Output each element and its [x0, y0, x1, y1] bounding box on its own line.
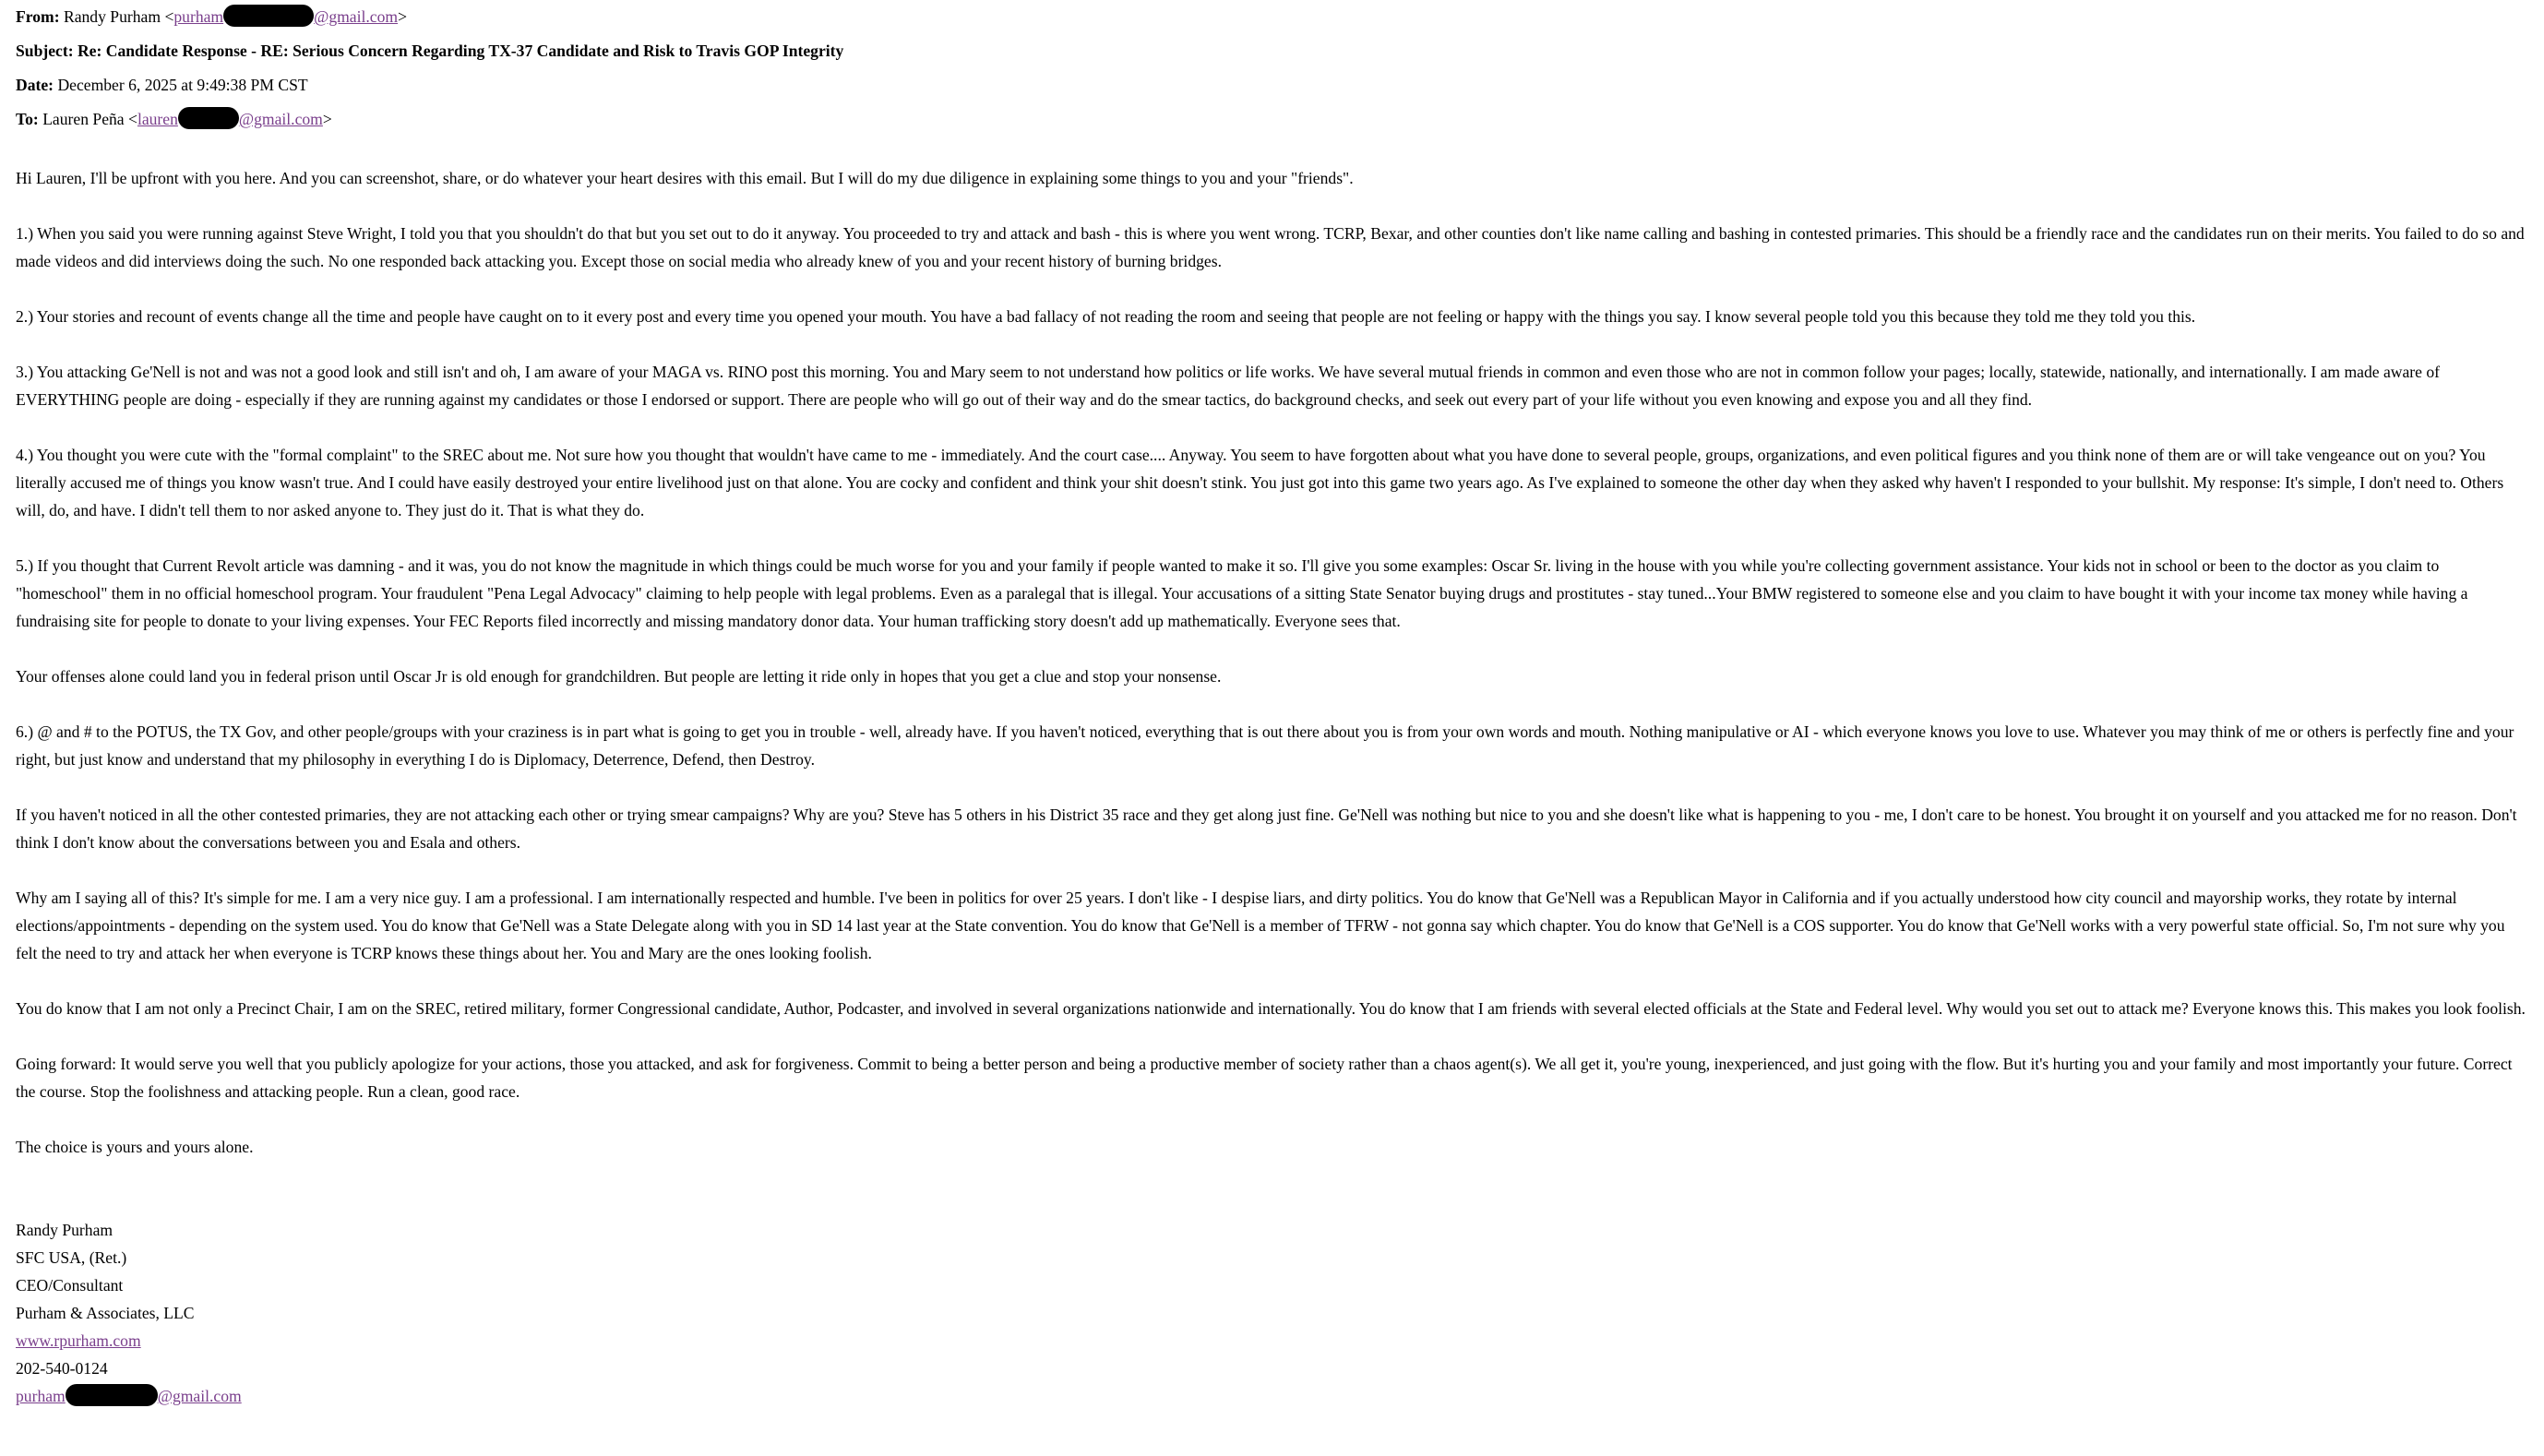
- date-line: [16, 68, 2527, 102]
- signature-email-end: @gmail.com: [157, 1387, 242, 1405]
- signature-email-start: purham: [16, 1387, 66, 1405]
- signature-phone: 202-540-0124: [16, 1359, 108, 1378]
- subject-text: Re: Candidate Response - RE: Serious Concern Regarding TX-37 Candidate and Risk to Travis GOP Integrity: [77, 42, 844, 60]
- header-spacer: [16, 137, 2527, 164]
- from-email-end: @gmail.com: [314, 7, 399, 26]
- body-paragraph: 4.) You thought you were cute with the "formal complaint" to the SREC about me. Not sure how you thought that wouldn't have came to me - immediately. And the court case.... Anyway. You seem to have forgotten about what you have done to several people, groups, organizations, and even political figures and you think none of them are or will take vengeance out on you? You literally accused me of things you know wasn't true. And I could have easily destroyed your entire livelihood just on that alone. You are cocky and confident and think your shit doesn't stink. You just got into this game two years ago. As I've explained to someone the other day when they asked why haven't I responded to your bullshit. My response: It's simple, I don't need to. Others will, do, and have. I didn't tell them to nor asked anyone to. They just do it. That is what they do.: [16, 446, 2504, 519]
- body-paragraph: 5.) If you thought that Current Revolt article was damning - and it was, you do not know the magnitude in which things could be much worse for you and your family if people wanted to make it so. I'll give you some examples: Oscar Sr. living in the house with you while you're collecting government assistance. Your kids not in school or been to the doctor as you claim to "homeschool" them in no official homeschool program. Your fraudulent "Pena Legal Advocacy" claiming to help people with legal problems. Even as a paralegal that is illegal. Your accusations of a sitting State Senator buying drugs and prostitutes - stay tuned...Your BMW registered to someone else and you claim to have bought it with your income tax money while having a fundraising site for people to donate to your living expenses. Your FEC Reports filed incorrectly and missing mandatory donor data. Your human trafficking story doesn't add up mathematically. Everyone sees that.: [16, 556, 2468, 630]
- subject-line: [16, 34, 2527, 68]
- to-label: To:: [16, 110, 39, 128]
- to-email-end: @gmail.com: [238, 110, 323, 128]
- body-paragraph: If you haven't noticed in all the other contested primaries, they are not attacking each other or trying smear campaigns? Why are you? Steve has 5 others in his District 35 race and they get along just fine. Ge'Nell was nothing but nice to you and she doesn't like what is happening to you - me, I don't care to be honest. You brought it on yourself and you attacked me for no reason. Don't think I don't know about the conversations between you and Esala and others.: [16, 806, 2517, 852]
- from-name: Randy Purham: [63, 7, 161, 26]
- body-paragraph: Your offenses alone could land you in federal prison until Oscar Jr is old enough for grandchildren. But people are letting it ride only in hopes that you get a clue and stop your nonsense.: [16, 667, 1222, 686]
- body-paragraph: Hi Lauren, I'll be upfront with you here. And you can screenshot, share, or do whatever your heart desires with this email. But I will do my due diligence in explaining some things to you and your "friends".: [16, 169, 1354, 187]
- email-body: [16, 164, 2527, 1161]
- signature-website-link[interactable]: www.rpurham.com: [16, 1331, 141, 1350]
- signature-rank: SFC USA, (Ret.): [16, 1248, 127, 1267]
- redaction-mark: [66, 1384, 158, 1406]
- from-label: From:: [16, 7, 60, 26]
- body-paragraph: Why am I saying all of this? It's simple for me. I am a very nice guy. I am a professional. I am internationally respected and humble. I've been in politics for over 25 years. I don't like - I despise liars, and dirty politics. You do know that Ge'Nell was a Republican Mayor in California and if you actually understood how city council and mayorship works, they rotate by internal elections/appointments - depending on the system used. You do know that Ge'Nell was a State Delegate along with you in SD 14 last year at the State convention. You do know that Ge'Nell is a member of TFRW - not gonna say which chapter. You do know that Ge'Nell is a COS supporter. You do know that Ge'Nell works with a very powerful state official. So, I'm not sure why you felt the need to try and attack her when everyone is TCRP knows these things about her. You and Mary are the ones looking foolish.: [16, 889, 2505, 962]
- signature-company: Purham & Associates, LLC: [16, 1304, 195, 1322]
- date-text: December 6, 2025 at 9:49:38 PM CST: [57, 76, 308, 94]
- email-document: [16, 0, 2527, 1410]
- signature-spacer: [16, 1188, 2527, 1216]
- to-name: Lauren Peña: [42, 110, 125, 128]
- to-email-start: lauren: [137, 110, 178, 128]
- to-email-link[interactable]: [137, 110, 323, 128]
- from-email-link[interactable]: [173, 7, 398, 26]
- body-paragraph: You do know that I am not only a Precinct Chair, I am on the SREC, retired military, former Congressional candidate, Author, Podcaster, and involved in several organizations nationwide and internationally. You do know that I am friends with several elected officials at the State and Federal level. Why would you set out to attack me? Everyone knows this. This makes you look foolish.: [16, 999, 2526, 1018]
- signature-block: [16, 1216, 2527, 1410]
- redaction-mark: [223, 5, 314, 27]
- body-paragraph: Going forward: It would serve you well that you publicly apologize for your actions, those you attacked, and ask for forgiveness. Commit to being a better person and being a productive member of society rather than a chaos agent(s). We all get it, you're young, inexperienced, and just going with the flow. But it's hurting you and your family and most importantly your future. Correct the course. Stop the foolishness and attacking people. Run a clean, good race.: [16, 1055, 2513, 1101]
- signature-title: CEO/Consultant: [16, 1276, 124, 1295]
- body-paragraph: 3.) You attacking Ge'Nell is not and was not a good look and still isn't and oh, I am aware of your MAGA vs. RINO post this morning. You and Mary seem to not understand how politics or life works. We have several mutual friends in common and even those who are not in common follow your pages; locally, statewide, nationally, and internationally. I am made aware of EVERYTHING people are doing - especially if they are running against my candidates or those I endorsed or support. There are people who will go out of their way and do the smear tactics, do background checks, and seek out every part of your life without you even knowing and expose you and all they find.: [16, 363, 2441, 409]
- signature-email-link[interactable]: [16, 1387, 242, 1405]
- body-paragraph: The choice is yours and yours alone.: [16, 1138, 254, 1156]
- body-paragraph: 1.) When you said you were running against Steve Wright, I told you that you shouldn't do that but you set out to do it anyway. You proceeded to try and attack and bash - this is where you went wrong. TCRP, Bexar, and other counties don't like name calling and bashing in contested primaries. This should be a friendly race and the candidates run on their merits. You failed to do so and made videos and did interviews doing the such. No one responded back attacking you. Except those on social media who already knew of you and your recent history of burning bridges.: [16, 224, 2525, 270]
- date-label: Date:: [16, 76, 54, 94]
- from-email-start: purham: [173, 7, 224, 26]
- from-line: From: Randy Purham <purham @gmail.com>: [16, 0, 2527, 34]
- redaction-mark: [178, 107, 239, 129]
- signature-name: Randy Purham: [16, 1221, 113, 1239]
- subject-label: Subject:: [16, 42, 74, 60]
- to-line: To: Lauren Peña <lauren @gmail.com>: [16, 102, 2527, 137]
- body-paragraph: 6.) @ and # to the POTUS, the TX Gov, and other people/groups with your craziness is in part what is going to get you in trouble - well, already have. If you haven't noticed, everything that is out there about you is from your own words and mouth. Nothing manipulative or AI - which everyone knows you love to use. Whatever you may think of me or others is perfectly fine and your right, but just know and understand that my philosophy in everything I do is Diplomacy, Deterrence, Defend, then Destroy.: [16, 722, 2514, 769]
- body-paragraph: 2.) Your stories and recount of events change all the time and people have caught on to it every post and every time you opened your mouth. You have a bad fallacy of not reading the room and seeing that people are not feeling or happy with the things you say. I know several people told you this because they told me they told you this.: [16, 307, 2196, 326]
